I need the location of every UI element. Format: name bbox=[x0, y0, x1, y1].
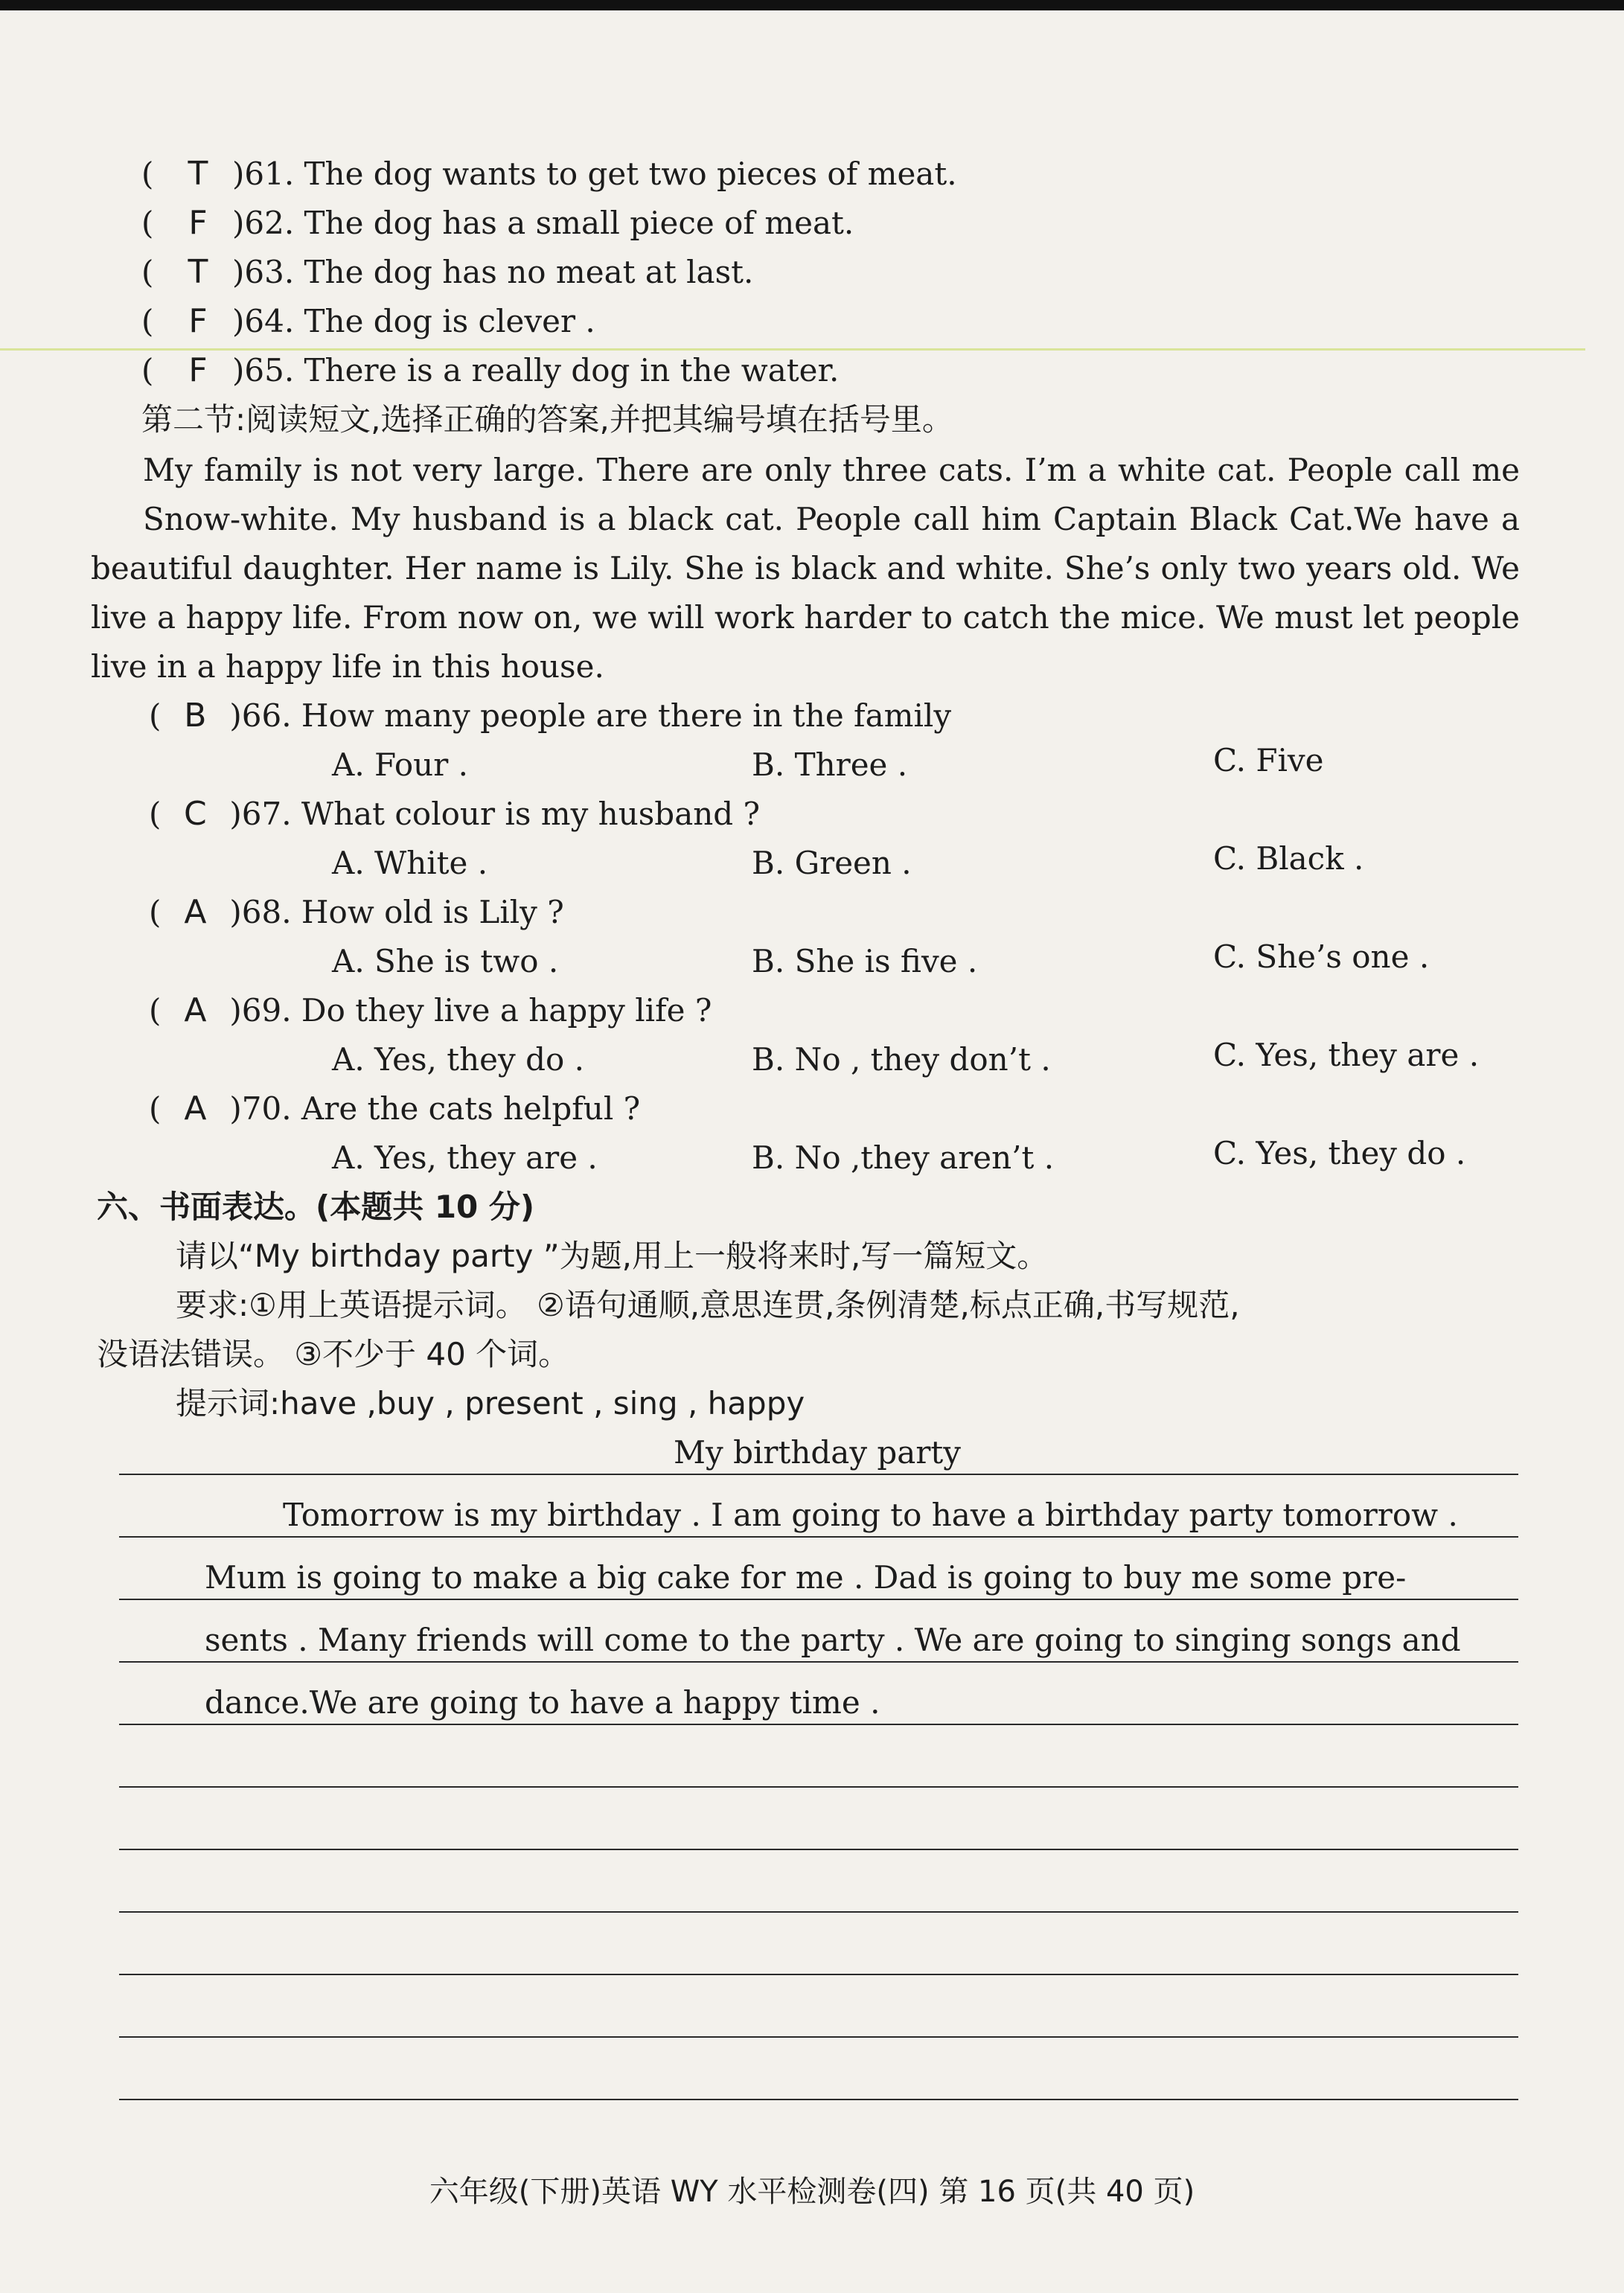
writing-line bbox=[119, 1661, 1518, 1663]
tf-answer: T bbox=[188, 155, 208, 193]
writing-line bbox=[119, 1911, 1518, 1913]
writing-line bbox=[119, 2099, 1518, 2100]
tf-item-65: ( F )65. There is a really dog in the water. bbox=[141, 351, 840, 389]
page-footer: 六年级(下册)英语 WY 水平检测卷(四) 第 16 页(共 40 页) bbox=[429, 2175, 1195, 2209]
tf-question: )63. The dog has no meat at last. bbox=[232, 254, 754, 290]
mc-answer: C bbox=[184, 795, 207, 833]
mc-answer: A bbox=[184, 893, 207, 931]
mc-answer: A bbox=[184, 1090, 207, 1128]
instruction-1: 请以“My birthday party ”为题,用上一般将来时,写一篇短文。 bbox=[176, 1238, 1049, 1274]
tf-item-64: ( F )64. The dog is clever . bbox=[141, 302, 595, 340]
mc-66-option-b: B. Three . bbox=[752, 746, 908, 783]
mc-70-option-c: C. Yes, they do . bbox=[1213, 1135, 1466, 1171]
mc-67-option-b: B. Green . bbox=[752, 845, 912, 881]
tf-answer: F bbox=[188, 302, 208, 340]
mc-68-option-a: A. She is two . bbox=[332, 943, 559, 979]
tf-item-62: ( F )62. The dog has a small piece of meat. bbox=[141, 204, 854, 242]
essay-line-4: dance.We are going to have a happy time . bbox=[205, 1684, 880, 1721]
essay-line-1: Tomorrow is my birthday . I am going to have a birthday party tomorrow . bbox=[283, 1497, 1458, 1533]
essay-title: My birthday party bbox=[674, 1434, 962, 1471]
tf-question: )64. The dog is clever . bbox=[232, 303, 595, 339]
mc-66-option-a: A. Four . bbox=[332, 746, 468, 783]
tf-answer: F bbox=[188, 351, 208, 389]
mc-question: )69. Do they live a happy life ? bbox=[229, 992, 712, 1029]
writing-line bbox=[119, 1536, 1518, 1538]
section6-title: 六、书面表达。(本题共 10 分) bbox=[97, 1189, 535, 1225]
writing-line bbox=[119, 1786, 1518, 1788]
mc-67-option-c: C. Black . bbox=[1213, 840, 1364, 877]
mc-question: )67. What colour is my husband ? bbox=[229, 796, 761, 832]
mc-69-option-a: A. Yes, they do . bbox=[332, 1041, 584, 1078]
mc-70-option-b: B. No ,they aren’t . bbox=[752, 1139, 1055, 1176]
passage-line-3: beautiful daughter. Her name is Lily. She is black and white. She’s only two years old. We bbox=[91, 550, 1520, 586]
mc-answer: A bbox=[184, 991, 207, 1029]
mc-68-option-c: C. She’s one . bbox=[1213, 938, 1430, 975]
mc-question: )70. Are the cats helpful ? bbox=[229, 1090, 641, 1127]
mc-question: )66. How many people are there in the family bbox=[229, 697, 952, 734]
writing-line bbox=[119, 2036, 1518, 2038]
tf-item-63: ( T )63. The dog has no meat at last. bbox=[141, 253, 754, 291]
essay-line-3: sents . Many friends will come to the party . We are going to singing songs and bbox=[205, 1622, 1461, 1658]
fold-mark bbox=[0, 348, 1585, 351]
passage-line-2: Snow-white. My husband is a black cat. People call him Captain Black Cat.We have a bbox=[143, 501, 1520, 537]
tf-item-61: ( T )61. The dog wants to get two pieces of meat. bbox=[141, 155, 957, 193]
writing-line bbox=[119, 1724, 1518, 1725]
mc-67-option-a: A. White . bbox=[332, 845, 488, 881]
mc-68-option-b: B. She is five . bbox=[752, 943, 978, 979]
mc-answer: B bbox=[184, 697, 207, 735]
mc-69-option-b: B. No , they don’t . bbox=[752, 1041, 1051, 1078]
instruction-2: 要求:①用上英语提示词。 ②语句通顺,意思连贯,条例清楚,标点正确,书写规范, bbox=[176, 1287, 1240, 1323]
writing-line bbox=[119, 1849, 1518, 1850]
tf-question: )62. The dog has a small piece of meat. bbox=[232, 205, 854, 241]
passage-line-1: My family is not very large. There are only three cats. I’m a white cat. People call me bbox=[143, 452, 1520, 488]
mc-69-option-c: C. Yes, they are . bbox=[1213, 1037, 1480, 1073]
tf-answer: T bbox=[188, 253, 208, 291]
writing-line bbox=[119, 1974, 1518, 1975]
passage-line-4: live a happy life. From now on, we will work harder to catch the mice. We must let people bbox=[91, 599, 1520, 636]
mc-item-68: ( A )68. How old is Lily ? bbox=[149, 893, 564, 931]
tf-answer: F bbox=[188, 204, 208, 242]
tf-question: )61. The dog wants to get two pieces of meat. bbox=[232, 156, 957, 192]
tf-question: )65. There is a really dog in the water. bbox=[232, 352, 840, 388]
essay-line-2: Mum is going to make a big cake for me . Dad is going to buy me some pre- bbox=[205, 1559, 1407, 1596]
mc-item-70: ( A )70. Are the cats helpful ? bbox=[149, 1090, 641, 1128]
mc-question: )68. How old is Lily ? bbox=[229, 894, 564, 930]
mc-item-69: ( A )69. Do they live a happy life ? bbox=[149, 991, 712, 1029]
writing-line bbox=[119, 1474, 1518, 1475]
passage-line-5: live in a happy life in this house. bbox=[91, 648, 604, 685]
writing-line bbox=[119, 1599, 1518, 1600]
mc-66-option-c: C. Five bbox=[1213, 742, 1324, 778]
mc-70-option-a: A. Yes, they are . bbox=[332, 1139, 598, 1176]
top-border bbox=[0, 0, 1624, 10]
keyword-hint: 提示词:have ,buy , present , sing , happy bbox=[176, 1385, 805, 1421]
mc-item-67: ( C )67. What colour is my husband ? bbox=[149, 795, 761, 833]
mc-item-66: ( B )66. How many people are there in the family bbox=[149, 697, 952, 735]
instruction-3: 没语法错误。 ③不少于 40 个词。 bbox=[97, 1336, 570, 1372]
section2-title: 第二节:阅读短文,选择正确的答案,并把其编号填在括号里。 bbox=[141, 401, 953, 438]
